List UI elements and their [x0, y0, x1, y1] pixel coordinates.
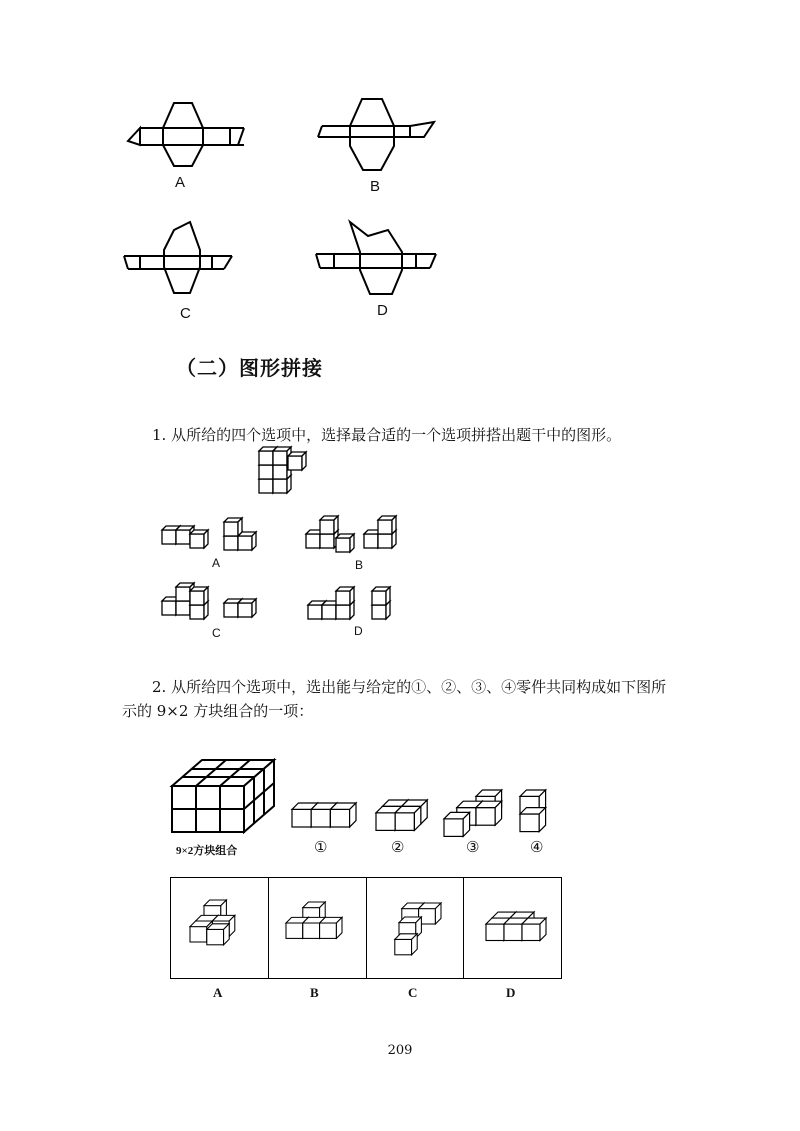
q2-option-cell-c[interactable]	[367, 878, 465, 978]
q2-part-label-1: ①	[314, 840, 328, 856]
q2-part-3-figure	[444, 790, 502, 836]
q2-part-label-3: ③	[466, 840, 480, 856]
q1-option-label-c: C	[212, 626, 221, 640]
q2-option-label-a: A	[213, 985, 223, 1000]
q2-options-box	[170, 877, 562, 979]
q2-9x2-block-figure	[172, 760, 274, 832]
question-2-text-line-2: 示的 9×2 方块组合的一项：	[122, 702, 314, 720]
question-2-text-line-1: 2. 从所给四个选项中，选出能与给定的①、②、③、④零件共同构成如下图所	[152, 678, 667, 696]
q1-option-label-b: B	[355, 558, 364, 572]
net-label-b: B	[370, 178, 381, 195]
q2-option-label-c: C	[408, 985, 418, 1000]
q2-option-label-d: D	[506, 985, 516, 1000]
q2-part-2-figure	[376, 800, 427, 830]
net-label-d: D	[377, 302, 388, 319]
net-label-a: A	[175, 174, 186, 191]
q2-option-cell-d[interactable]	[464, 878, 561, 978]
question-1-text: 1. 从所给的四个选项中，选择最合适的一个选项拼搭出题干中的图形。	[152, 426, 622, 444]
q2-part-4-figure	[520, 790, 546, 832]
q1-option-label-a: A	[212, 556, 221, 570]
q2-option-cell-a[interactable]	[171, 878, 269, 978]
net-label-c: C	[180, 305, 191, 322]
q2-option-cell-b[interactable]	[269, 878, 367, 978]
q2-part-label-4: ④	[530, 840, 544, 856]
q2-part-label-2: ②	[391, 840, 405, 856]
page-number: 209	[387, 1043, 413, 1058]
q2-block-caption: 9×2方块组合	[176, 845, 238, 857]
q1-option-label-d: D	[354, 624, 363, 638]
section-title: （二）图形拼接	[176, 356, 323, 380]
q2-part-1-figure	[292, 803, 356, 827]
q2-option-label-b: B	[310, 985, 319, 1000]
